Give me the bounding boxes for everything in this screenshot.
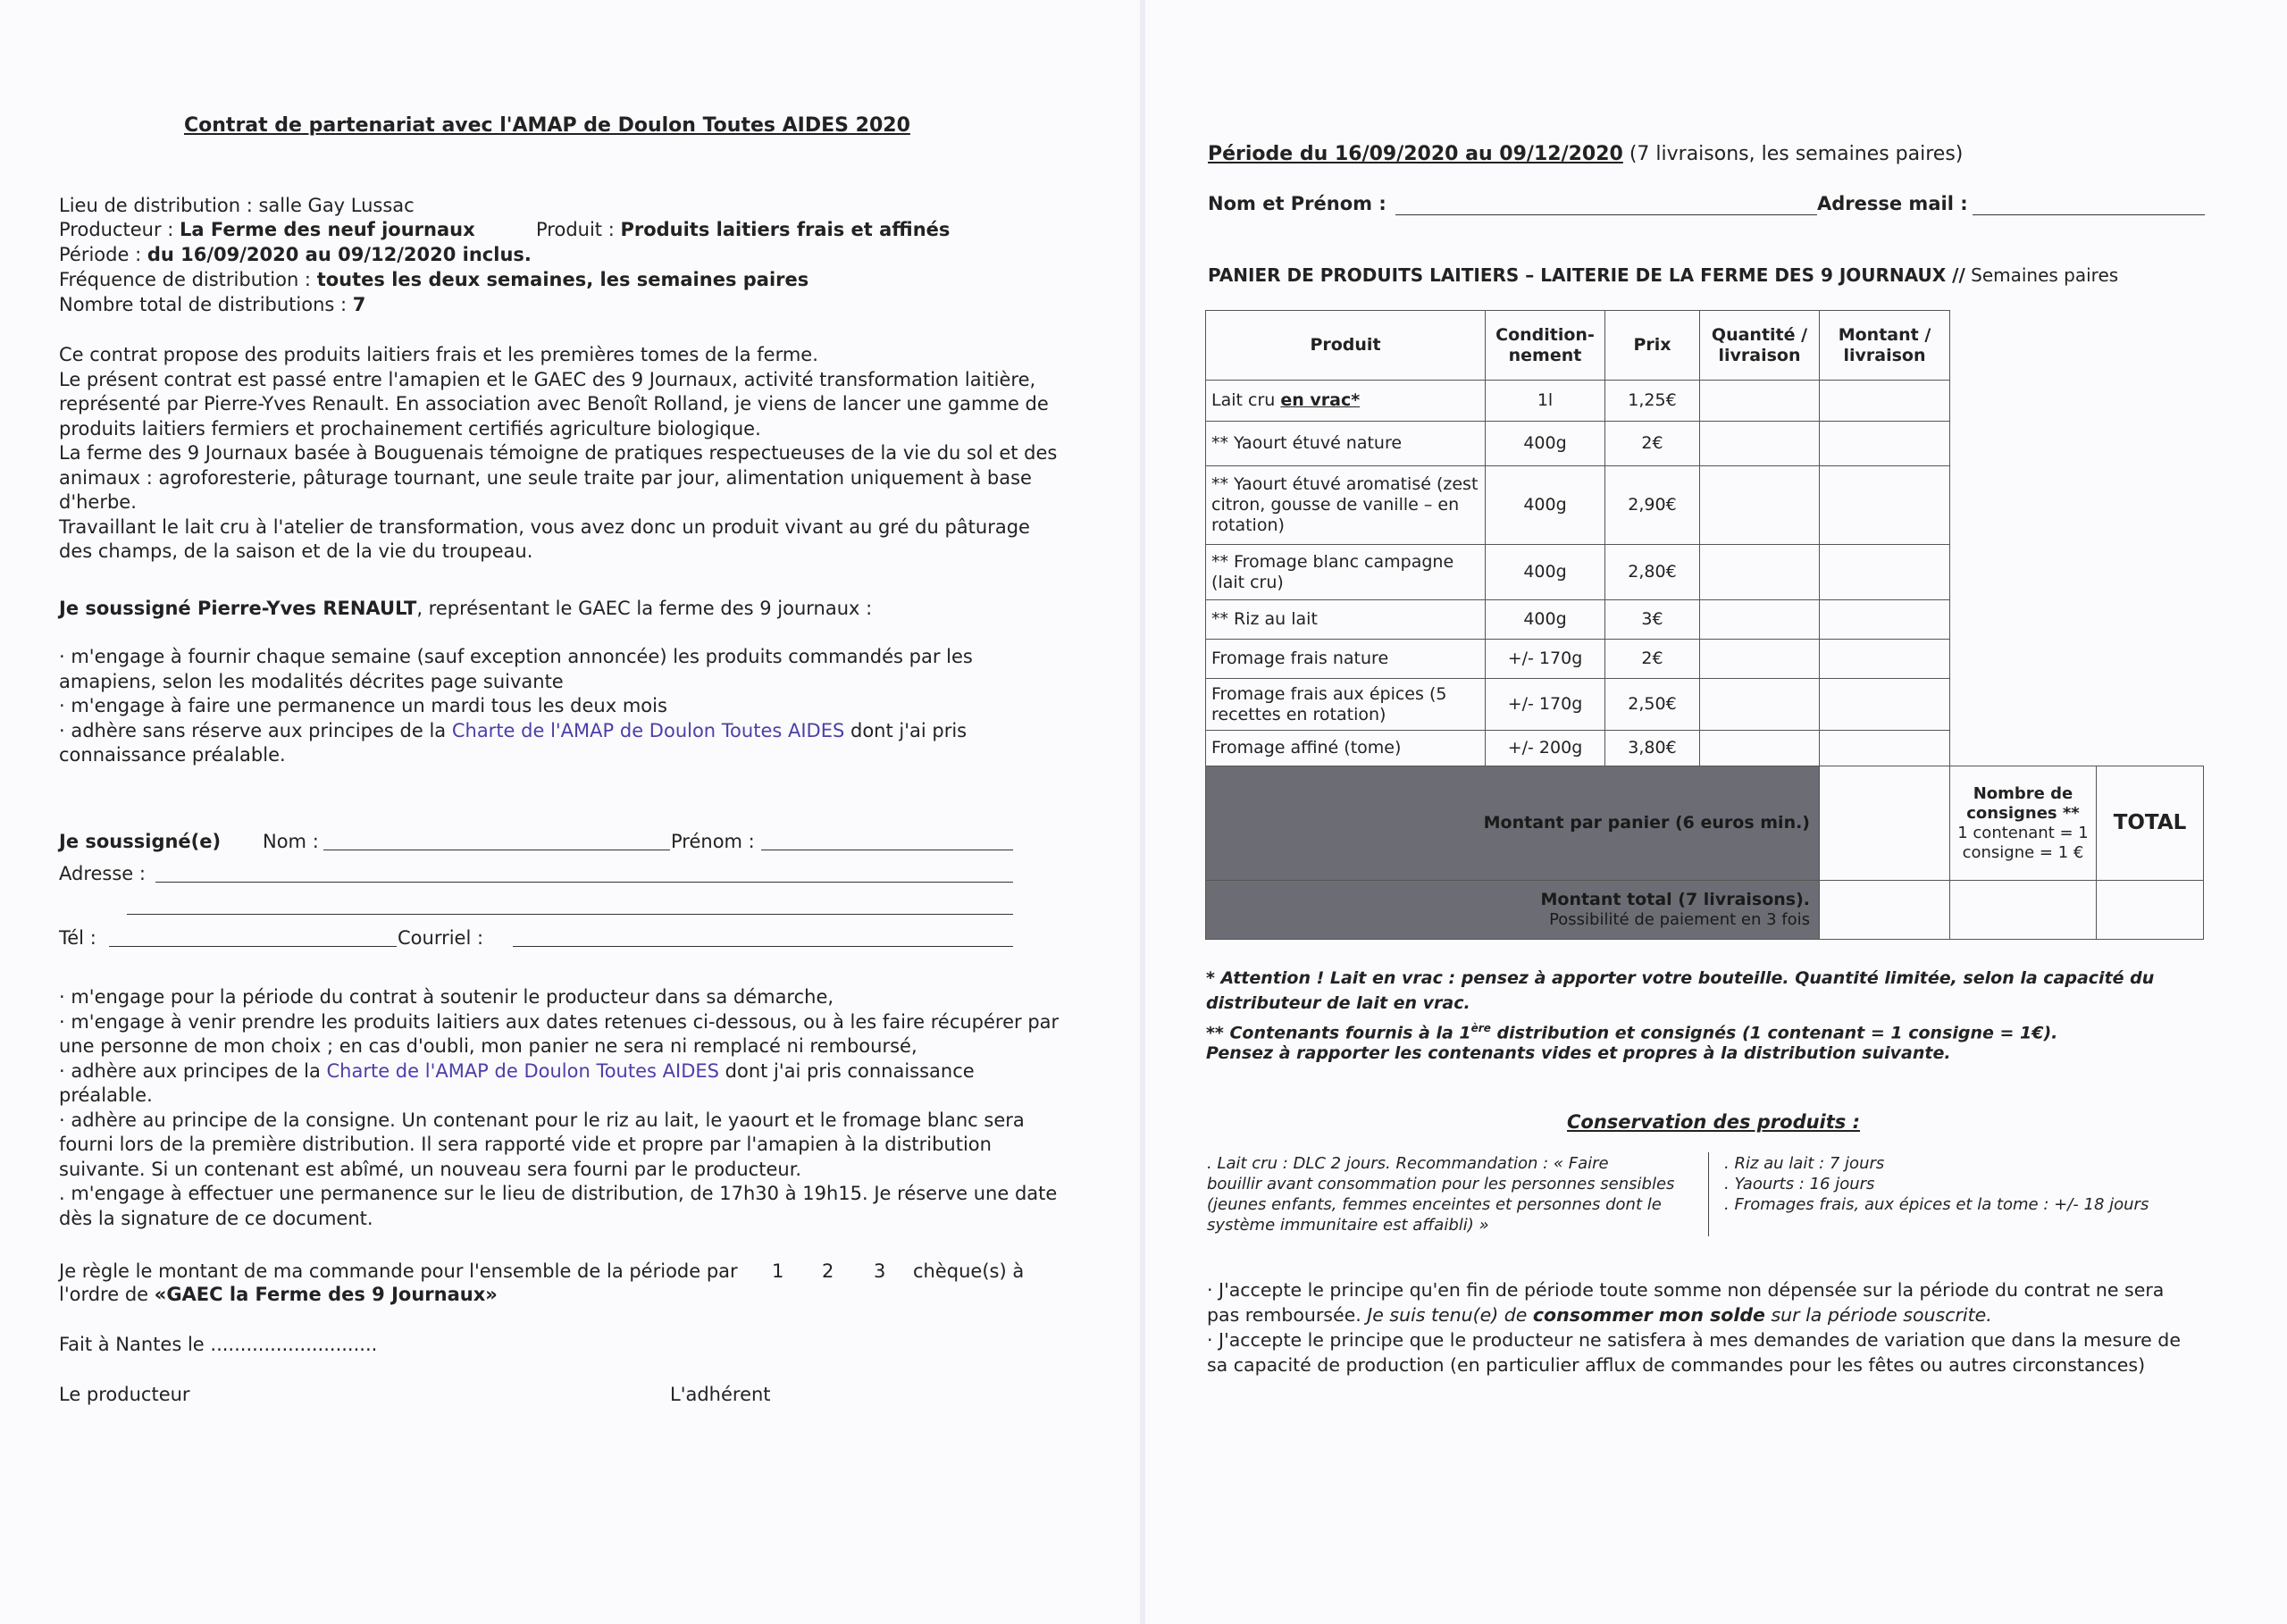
note-1: * Attention ! Lait en vrac : pensez à apporter votre bouteille. Quantité limitée, selon la capacité du — [1206, 968, 2155, 988]
montant-panier-label: Montant par panier (6 euros min.) — [1206, 766, 1820, 881]
nombre-line: Nombre total de distributions : 7 — [59, 294, 366, 315]
product-prix: 2,80€ — [1605, 545, 1700, 600]
prenom-label: Prénom : — [671, 831, 755, 852]
payment-cheques: chèque(s) à — [913, 1260, 1025, 1282]
product-cond: 1l — [1486, 381, 1605, 422]
product-prix: 1,25€ — [1605, 381, 1700, 422]
product-prix: 2€ — [1605, 640, 1700, 679]
header-prix: Prix — [1605, 311, 1700, 381]
frequence-line: Fréquence de distribution : toutes les deux semaines, les semaines paires — [59, 269, 809, 290]
montant-cell[interactable] — [1820, 731, 1950, 766]
note-3: ** Contenants fournis à la 1ère distribution et consignés (1 contenant = 1 consigne = 1€). — [1206, 1022, 2058, 1043]
periode-header: Période du 16/09/2020 au 09/12/2020 (7 livraisons, les semaines paires) — [1208, 143, 1964, 165]
producteur-line: Producteur : La Ferme des neuf journaux — [59, 219, 475, 240]
charte-link[interactable]: Charte de l'AMAP de Doulon Toutes AIDES — [451, 719, 845, 741]
nom-prenom-label: Nom et Prénom : — [1208, 193, 1386, 214]
product-cond: 400g — [1486, 422, 1605, 466]
montant-total-row — [1206, 881, 2204, 940]
montant-cell[interactable] — [1820, 600, 1950, 640]
payment-line-2: l'ordre de «GAEC la Ferme des 9 Journaux» — [59, 1284, 498, 1305]
periode-line: Période : du 16/09/2020 au 09/12/2020 inclus. — [59, 244, 532, 265]
product-name: ** Fromage blanc campagne (lait cru) — [1206, 545, 1486, 600]
note-2: distributeur de lait en vrac. — [1206, 993, 1470, 1013]
header-montant: Montant / livraison — [1820, 311, 1950, 381]
contract-page-left — [0, 0, 1140, 1624]
member-soussigne: Je soussigné(e) — [59, 831, 222, 852]
product-cond: +/- 170g — [1486, 679, 1605, 731]
produit-line: Produit : Produits laitiers frais et affinés — [536, 219, 951, 240]
payment-option-3[interactable]: 3 — [874, 1260, 886, 1282]
product-name: Fromage frais aux épices (5 recettes en rotation) — [1206, 679, 1486, 731]
tel-label: Tél : — [59, 927, 96, 949]
product-cond: +/- 170g — [1486, 640, 1605, 679]
payment-option-2[interactable]: 2 — [822, 1260, 834, 1282]
product-name: Lait cru en vrac* — [1206, 381, 1486, 422]
contract-title: Contrat de partenariat avec l'AMAP de Doulon Toutes AIDES 2020 — [184, 114, 910, 137]
courriel-label: Courriel : — [398, 927, 484, 949]
courriel-field[interactable] — [513, 946, 1013, 947]
charte-link-2[interactable]: Charte de l'AMAP de Doulon Toutes AIDES — [326, 1059, 719, 1082]
conservation-left: . Lait cru : DLC 2 jours. Recommandation : « Faire bouillir avant consommation pour les personnes sensibles (jeunes enfants, femmes enceintes et personnes dont le système immunitaire est affaibli) » — [1207, 1154, 1675, 1235]
adresse-mail-field[interactable] — [1973, 214, 2205, 215]
product-name: Fromage affiné (tome) — [1206, 731, 1486, 766]
product-prix: 3€ — [1605, 600, 1700, 640]
header-produit: Produit — [1206, 311, 1486, 381]
montant-panier-row — [1206, 766, 2204, 881]
montant-total-cell[interactable] — [1820, 881, 1950, 940]
product-cond: 400g — [1486, 545, 1605, 600]
intro-paragraph: Ce contrat propose des produits laitiers frais et les premières tomes de la ferme. Le présent contrat est passé entre l'amapien et le GAEC des 9 Journaux, activité transformation laitière, représenté par Pierre-Yves Renault. En association avec Benoît Rolland, je viens de lancer une gamme de produits laitiers fermiers et prochainement certifiés agriculture biologique. La ferme des 9 Journaux basée à Bouguenais témoigne de pratiques respectueuses de la vie du sol et des animaux : agroforesterie, pâturage tournant, une seule traite par jour, alimentation uniquement à base d'herbe. Travaillant le lait cru à l'atelier de transformation, vous avez donc un produit vivant au gré du pâturage des champs, de la saison et de la vie du troupeau. — [59, 344, 1058, 562]
acceptance-paragraph: · J'accepte le principe qu'en fin de période toute somme non dépensée sur la période du contrat ne sera pas remboursée. Je suis tenu(e) de consommer mon solde sur la période souscrite. · J'accepte le principe que le producteur ne satisfera à mes demandes de variation que dans la mesure de sa capacité de production (en particulier afflux de commandes pour les fêtes ou autres circonstances) — [1207, 1279, 2181, 1376]
total-label: TOTAL — [2097, 766, 2204, 881]
conservation-right: . Riz au lait : 7 jours . Yaourts : 16 jours . Fromages frais, aux épices et la tome : +/- 18 jours — [1724, 1154, 2149, 1214]
product-name: Fromage frais nature — [1206, 640, 1486, 679]
nom-prenom-field[interactable] — [1395, 214, 1817, 215]
lieu-line: Lieu de distribution : salle Gay Lussac — [59, 195, 415, 216]
payment-option-1[interactable]: 1 — [772, 1260, 784, 1282]
quantite-cell[interactable] — [1700, 600, 1820, 640]
quantite-cell[interactable] — [1700, 679, 1820, 731]
header-quantite: Quantité / livraison — [1700, 311, 1820, 381]
adresse-label: Adresse : — [59, 863, 146, 884]
quantite-cell[interactable] — [1700, 381, 1820, 422]
montant-cell[interactable] — [1820, 422, 1950, 466]
quantite-cell[interactable] — [1700, 466, 1820, 545]
nom-label: Nom : — [263, 831, 319, 852]
quantite-cell[interactable] — [1700, 422, 1820, 466]
quantite-cell[interactable] — [1700, 545, 1820, 600]
producer-declaration: Je soussigné Pierre-Yves RENAULT, représentant le GAEC la ferme des 9 journaux : — [59, 598, 873, 619]
consignes-total-cell[interactable] — [1950, 881, 2097, 940]
conservation-title: Conservation des produits : — [1567, 1111, 1861, 1133]
product-cond: 400g — [1486, 466, 1605, 545]
signature-producteur: Le producteur — [59, 1384, 190, 1405]
montant-cell[interactable] — [1820, 640, 1950, 679]
member-commitments: · m'engage pour la période du contrat à soutenir le producteur dans sa démarche, · m'engage à venir prendre les produits laitiers aux dates retenues ci-dessous, ou à les faire récupérer par une personne de mon choix ; en cas d'oubli, mon panier ne sera ni remplacé ni remboursé, · adhère aux principes de la Charte de l'AMAP de Doulon Toutes AIDES dont j'ai pris connaissance préalable. · adhère au principe de la consigne. Un contenant pour le riz au lait, le yaourt et le fromage blanc sera fourni lors de la première distribution. Il sera rapporté vide et propre par l'amapien à la distribution suivante. Si un contenant est abîmé, un nouveau sera fourni par le producteur. . m'engage à effectuer une permanence sur le lieu de distribution, de 17h30 à 19h15. Je réserve une date dès la signature de ce document. — [59, 986, 1060, 1229]
montant-cell[interactable] — [1820, 545, 1950, 600]
table-blank-area — [1950, 311, 2204, 766]
quantite-cell[interactable] — [1700, 640, 1820, 679]
fait-a-nantes: Fait à Nantes le ............................ — [59, 1334, 378, 1355]
header-conditionnement: Condition- nement — [1486, 311, 1605, 381]
montant-cell[interactable] — [1820, 679, 1950, 731]
quantite-cell[interactable] — [1700, 731, 1820, 766]
product-prix: 2,90€ — [1605, 466, 1700, 545]
note-4: Pensez à rapporter les contenants vides et propres à la distribution suivante. — [1206, 1043, 1951, 1063]
montant-cell[interactable] — [1820, 466, 1950, 545]
tel-field[interactable] — [109, 946, 397, 947]
panier-title: PANIER DE PRODUITS LAITIERS – LAITERIE DE LA FERME DES 9 JOURNAUX // Semaines paires — [1208, 264, 2119, 286]
signature-adherent: L'adhérent — [670, 1384, 771, 1405]
product-prix: 2€ — [1605, 422, 1700, 466]
product-name: ** Yaourt étuvé nature — [1206, 422, 1486, 466]
product-cond: +/- 200g — [1486, 731, 1605, 766]
conservation-divider — [1708, 1152, 1709, 1236]
table-header-row — [1206, 311, 2204, 381]
montant-total-label: Montant total (7 livraisons). Possibilité de paiement en 3 fois — [1206, 881, 1820, 940]
montant-panier-cell[interactable] — [1820, 766, 1950, 881]
total-cell[interactable] — [2097, 881, 2204, 940]
product-cond: 400g — [1486, 600, 1605, 640]
producer-commitments: · m'engage à fournir chaque semaine (sauf exception annoncée) les produits commandés par les amapiens, selon les modalités décrites page suivante · m'engage à faire une permanence un mardi tous les deux mois · adhère sans réserve aux principes de la Charte de l'AMAP de Doulon Toutes AIDES dont j'ai pris connaissance préalable. — [59, 646, 973, 766]
adresse-field-2[interactable] — [127, 914, 1013, 915]
product-prix: 2,50€ — [1605, 679, 1700, 731]
product-prix: 3,80€ — [1605, 731, 1700, 766]
adresse-field-1[interactable] — [155, 882, 1013, 883]
products-table — [1205, 310, 2204, 940]
adresse-mail-label: Adresse mail : — [1817, 193, 1968, 214]
montant-cell[interactable] — [1820, 381, 1950, 422]
consignes-cell: Nombre de consignes ** 1 contenant = 1 consigne = 1 € — [1950, 766, 2097, 881]
payment-line-1: Je règle le montant de ma commande pour l'ensemble de la période par — [59, 1260, 738, 1282]
product-name: ** Yaourt étuvé aromatisé (zest citron, gousse de vanille – en rotation) — [1206, 466, 1486, 545]
product-name: ** Riz au lait — [1206, 600, 1486, 640]
